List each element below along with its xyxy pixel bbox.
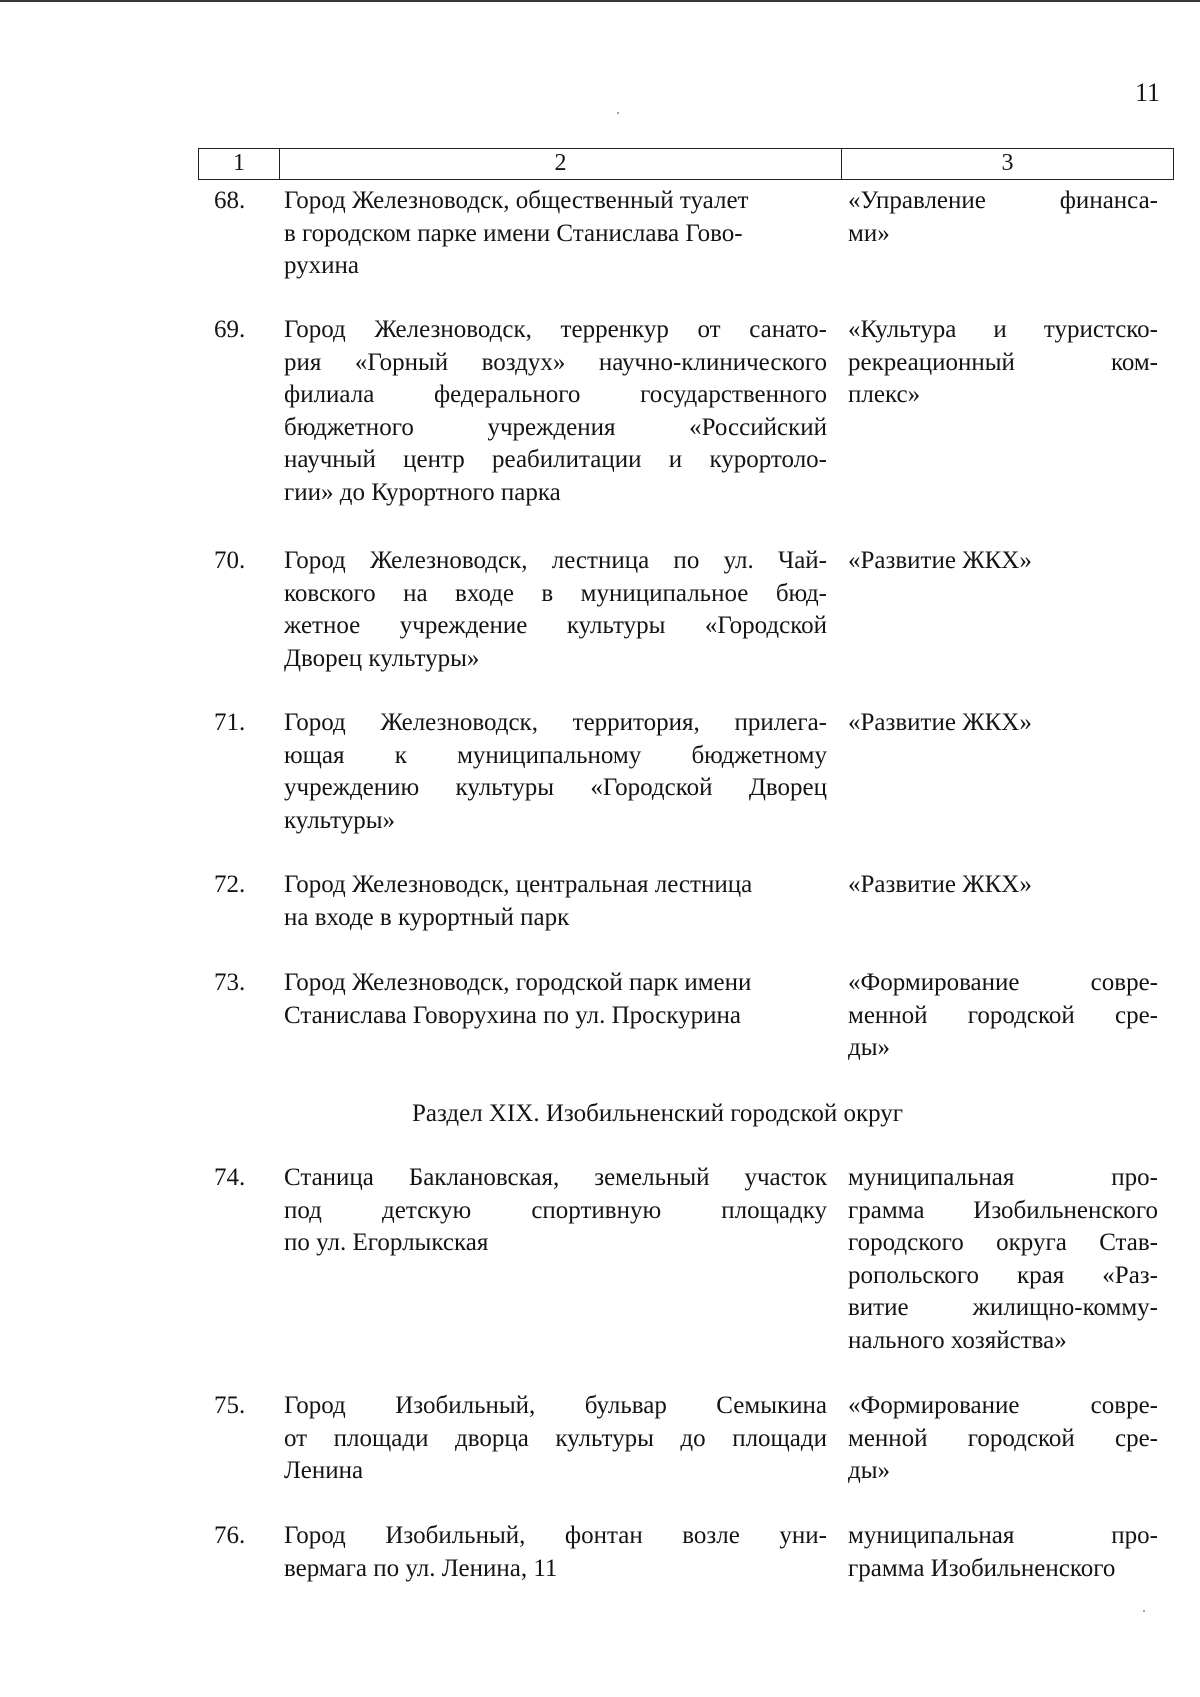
program-line: «Развитие ЖКХ» <box>848 709 1032 736</box>
program-line: городского округа Став- <box>848 1229 1158 1256</box>
desc-line: Станислава Говорухина по ул. Проскурина <box>284 1001 742 1029</box>
section-heading: Раздел XIX. Изобильненский городской округ <box>411 1100 904 1127</box>
program-line: грамма Изобильненского <box>848 1554 1116 1582</box>
row-program <box>848 545 1158 578</box>
desc-line: гии» до Курортного парка <box>284 478 561 506</box>
desc-line: Город Железноводск, лестница по ул. Чай- <box>284 547 827 574</box>
row-program <box>848 1162 1158 1357</box>
desc-line: Город Железноводск, центральная лестница <box>284 871 753 898</box>
program-line: «Культура и туристско- <box>848 316 1158 343</box>
row-description <box>284 314 827 509</box>
row-number: 75. <box>214 1392 246 1419</box>
program-line: менной городской сре- <box>848 1424 1158 1452</box>
row-description <box>284 1520 827 1585</box>
row-description <box>284 185 827 283</box>
desc-line: по ул. Егорлыкская <box>284 1229 489 1256</box>
program-line: плекс» <box>848 381 921 408</box>
desc-line: Город Железноводск, территория, прилега- <box>284 709 827 736</box>
row-program <box>848 185 1158 250</box>
row-number: 68. <box>214 187 246 214</box>
row-number: 69. <box>214 316 246 343</box>
row-description <box>284 869 827 934</box>
scan-speck <box>1143 1610 1145 1612</box>
program-line: муниципальная про- <box>848 1164 1158 1191</box>
program-line: «Управление финанса- <box>848 187 1158 214</box>
row-program <box>848 314 1158 412</box>
row-number: 72. <box>214 871 246 898</box>
desc-line: Город Изобильный, бульвар Семыкина <box>284 1392 827 1419</box>
row-program <box>848 707 1158 740</box>
program-line: «Развитие ЖКХ» <box>848 547 1032 574</box>
program-line: ми» <box>848 219 890 247</box>
row-description <box>284 707 827 837</box>
program-line: рекреационный ком- <box>848 348 1158 376</box>
desc-line: Город Железноводск, общественный туалет <box>284 187 749 214</box>
header-col-3: 3 <box>1001 150 1014 176</box>
desc-line: рия «Горный воздух» научно-клинического <box>284 348 827 376</box>
program-line: ды» <box>848 1457 891 1484</box>
program-line: грамма Изобильненского <box>848 1196 1158 1224</box>
desc-line: филиала федерального государственного <box>284 381 827 408</box>
program-line: нального хозяйства» <box>848 1326 1067 1354</box>
program-line: ропольского края «Раз- <box>848 1261 1158 1289</box>
program-line: ды» <box>848 1034 891 1061</box>
desc-line: Дворец культуры» <box>284 644 480 672</box>
desc-line: ковского на входе в муниципальное бюд- <box>284 579 827 607</box>
desc-line: в городском парке имени Станислава Гово- <box>284 219 743 247</box>
program-line: «Развитие ЖКХ» <box>848 871 1032 898</box>
table-header <box>198 148 1174 180</box>
program-line: муниципальная про- <box>848 1522 1158 1549</box>
row-description <box>284 1390 827 1488</box>
row-program <box>848 967 1158 1065</box>
desc-line: Город Изобильный, фонтан возле уни- <box>284 1522 827 1549</box>
program-line: «Формирование совре- <box>848 1392 1158 1419</box>
program-line: витие жилищно-комму- <box>848 1294 1158 1321</box>
page-number: 11 <box>1134 78 1160 107</box>
scan-speck <box>617 112 619 114</box>
top-rule <box>0 0 1200 2</box>
desc-line: Город Железноводск, городской парк имени <box>284 969 752 996</box>
desc-line: научный центр реабилитации и курортоло- <box>284 446 827 473</box>
program-line: «Формирование совре- <box>848 969 1158 996</box>
header-col-2: 2 <box>280 149 842 179</box>
desc-line: культуры» <box>284 806 396 834</box>
row-description <box>284 545 827 675</box>
desc-line: вермага по ул. Ленина, 11 <box>284 1554 558 1582</box>
row-number: 70. <box>214 547 246 574</box>
row-number: 76. <box>214 1522 246 1549</box>
header-col-1: 1 <box>199 149 280 179</box>
row-program <box>848 1390 1158 1488</box>
desc-line: бюджетного учреждения «Российский <box>284 413 827 441</box>
desc-line: Ленина <box>284 1457 364 1484</box>
row-number: 74. <box>214 1164 246 1191</box>
desc-line: Город Железноводск, терренкур от санато- <box>284 316 827 343</box>
desc-line: жетное учреждение культуры «Городской <box>284 612 827 639</box>
desc-line: под детскую спортивную площадку <box>284 1196 827 1224</box>
row-program <box>848 1520 1158 1585</box>
desc-line: Станица Баклановская, земельный участок <box>284 1164 827 1191</box>
row-description <box>284 967 827 1032</box>
program-line: менной городской сре- <box>848 1001 1158 1029</box>
desc-line: рухина <box>284 252 360 279</box>
row-description <box>284 1162 827 1260</box>
desc-line: ющая к муниципальному бюджетному <box>284 741 827 769</box>
row-number: 73. <box>214 969 246 996</box>
desc-line: от площади дворца культуры до площади <box>284 1424 827 1452</box>
desc-line: учреждению культуры «Городской Дворец <box>284 774 827 801</box>
desc-line: на входе в курортный парк <box>284 903 570 931</box>
row-number: 71. <box>214 709 246 736</box>
row-program <box>848 869 1158 902</box>
